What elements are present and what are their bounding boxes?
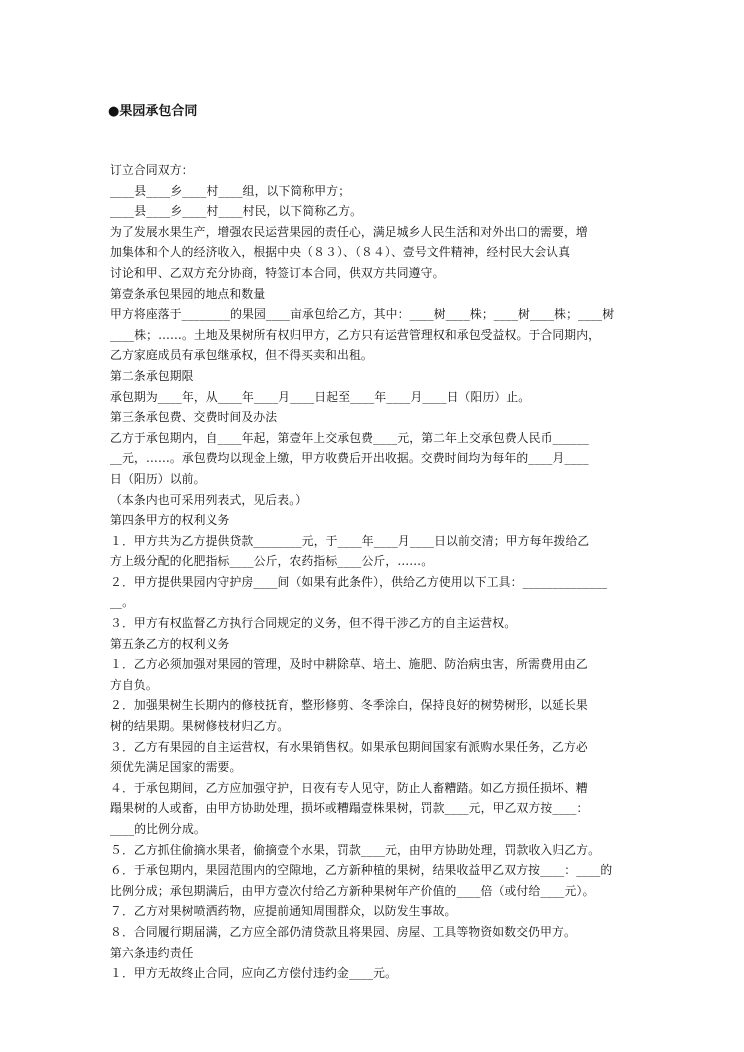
- text-line: 树的结果期。果树修枝材归乙方。: [110, 719, 290, 734]
- text-line: ２．甲方提供果园内守护房____间（如果有此条件），供给乙方使用以下工具：______________: [110, 574, 608, 589]
- text-line: ５．乙方抓住偷摘水果者，偷摘壹个水果，罚款____元，由甲方协助处理，罚款收入归乙方。: [110, 842, 601, 857]
- text-line: ____县____乡____村____村民，以下简称乙方。: [110, 204, 363, 219]
- text-line: 第四条甲方的权利义务: [110, 513, 230, 528]
- text-line: １．甲方共为乙方提供贷款________元，于____年____月____日以前交清；甲方每年拨给乙: [110, 533, 590, 548]
- text-line: 方自负。: [110, 677, 158, 692]
- text-line: 乙方家庭成员有承包继承权，但不得买卖和出租。: [110, 348, 373, 363]
- text-line: 方上级分配的化肥指标____公斤，农药指标____公斤，……。: [110, 554, 434, 569]
- text-line: 乙方于承包期内，自____年起，第壹年上交承包费____元，第二年上交承包费人民币______: [110, 430, 589, 445]
- text-line: ７．乙方对果树喷洒药物，应提前通知周围群众，以防发生事故。: [110, 904, 457, 919]
- text-line: 比例分成；承包期满后，由甲方壹次付给乙方新种果树年产价值的____倍（或付给____元）。: [110, 883, 595, 898]
- text-line: ８．合同履行期届满，乙方应全部仍清贷款且将果园、房屋、工具等物资如数交仍甲方。: [110, 924, 576, 939]
- text-line: 第壹条承包果园的地点和数量: [110, 286, 266, 301]
- text-line: １．乙方必须加强对果园的管理，及时中耕除草、培土、施肥、防治病虫害，所需费用由乙: [110, 657, 588, 672]
- text-line: 承包期为____年，从____年____月____日起至____年____月____日（阳历）止。: [110, 389, 531, 404]
- text-line: ３．乙方有果园的自主运营权，有水果销售权。如果承包期间国家有派购水果任务，乙方必: [110, 739, 588, 754]
- text-line: 蹋果树的人或畜，由甲方协助处理，损坏或糟蹋壹株果树，罚款____元，甲乙双方按____：: [110, 801, 589, 816]
- text-line: 第五条乙方的权利义务: [110, 636, 230, 651]
- text-line: __元，……。承包费均以现金上缴，甲方收费后开出收据。交费时间均为每年的____月____: [110, 451, 589, 466]
- text-line: ３．甲方有权监督乙方执行合同规定的义务，但不得干涉乙方的自主运营权。: [110, 616, 517, 631]
- text-line: 第六条违约责任: [110, 945, 194, 960]
- document-body: [110, 160, 640, 984]
- text-line: 须优先满足国家的需要。: [110, 760, 242, 775]
- text-line: ____县____乡____村____组，以下简称甲方；: [110, 183, 351, 198]
- text-line: 第三条承包费、交费时间及办法: [110, 410, 278, 425]
- text-line: ６．于承包期内，果园范围内的空隙地，乙方新种植的果树，结果收益甲乙双方按____：____的: [110, 863, 613, 878]
- text-line: 加集体和个人的经济收入，根据中央（８３）、（８４）、壹号文件精神，经村民大会认真: [110, 245, 571, 260]
- text-line: ４．于承包期间，乙方应加强守护，日夜有专人见守，防止人畜糟踏。如乙方损任损坏、糟: [110, 780, 588, 795]
- text-line: 订立合同双方：: [110, 163, 194, 177]
- text-line: ____的比例分成。: [110, 822, 206, 836]
- document-title: ●果园承包合同: [108, 104, 198, 119]
- text-line: 讨论和甲、乙双方充分协商，特签订本合同，供双方共同遵守。: [110, 265, 445, 280]
- text-line: 为了发展水果生产，增强农民运营果园的责任心，满足城乡人民生活和对外出口的需要，增: [110, 224, 588, 239]
- text-line: __。: [110, 595, 135, 610]
- text-line: ２．加强果树生长期内的修枝抚育，整形修剪、冬季涂白，保持良好的树势树形，以延长果: [110, 698, 588, 713]
- text-line: 第二条承包期限: [110, 368, 194, 383]
- text-line: （本条内也可采用列表式，见后表。）: [110, 492, 308, 507]
- text-line: 日（阳历）以前。: [110, 471, 206, 486]
- text-line: １．甲方无故终止合同，应向乙方偿付违约金____元。: [110, 966, 398, 981]
- text-line: ____株；……。土地及果树所有权归甲方，乙方只有运营管理权和承包受益权。于合同期内，: [110, 327, 601, 342]
- text-line: 甲方将座落于________的果园____亩承包给乙方，其中：____树____株；____树____株；____树: [110, 307, 615, 322]
